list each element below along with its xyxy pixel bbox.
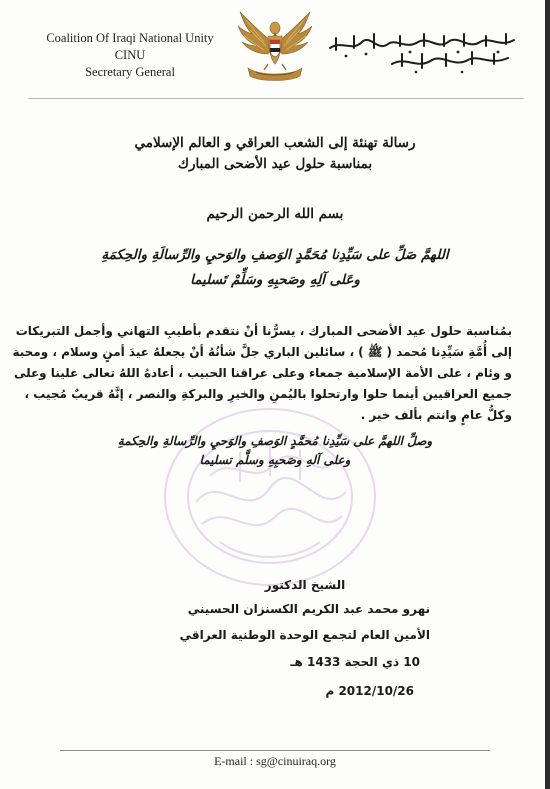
paragraph-line: جميع العراقيين أينما حلوا وارتحلوا باليُمنِ والخيرِ والبركةِ والنصر ، إنَّهُ قريبٌ مُجيب ، (24, 387, 512, 401)
eagle-emblem-icon (234, 6, 316, 90)
closing-blessing-line1: وصلِّ اللهمَّ على سَيِّدِنا مُحمَّدٍ الوَصفِ والوَحيِ والرِّسالةِ والحِكمةِ (117, 434, 433, 448)
footer-divider (60, 750, 490, 751)
signature-honorific: الشيخ الدكتور (264, 578, 346, 592)
closing-blessing-line2: وعلى آلهِ وصَحبِهِ وسلَّم تسليما (199, 453, 351, 467)
header-divider (28, 98, 524, 99)
org-abbrev: CINU (114, 48, 146, 62)
letter-title-line1: رسالة تهنئة إلى الشعب العراقي و العالم الإسلامي (134, 135, 416, 151)
org-title: Secretary General (85, 65, 175, 79)
signature-name: نهرو محمد عبد الكريم الكسنزان الحسيني (187, 602, 430, 616)
paragraph-line: إلى أُمَّةِ سَيِّدِنا مُحمد ( ﷺ ) ، سائلين الباري جلَّ شأنُهُ أنْ يجعلهُ عيدَ أمنٍ وسلام ، ومحبة (12, 345, 512, 359)
org-name-en: Coalition Of Iraqi National Unity (46, 31, 214, 45)
closing-blessing (40, 432, 510, 470)
signature-position: الأمين العام لتجمع الوحدة الوطنية العراقي (179, 628, 430, 642)
org-header-en (30, 30, 230, 81)
gregorian-date: 2012/10/26 م (325, 684, 414, 698)
letter-title-line2: بمناسبة حلول عيد الأضحى المبارك (177, 156, 373, 172)
opening-blessing-line2: وعَلى آلِهِ وصَحبِهِ وسَلِّمْ تَسليما (190, 272, 360, 288)
opening-blessing-line1: اللهمَّ صَلِّ على سَيِّدِنا مُحَمَّدٍ الوَصفِ والوَحيِ والرِّسالَةِ والحِكمَةِ (101, 247, 449, 263)
hijri-date: 10 ذي الحجة 1433 هـ (290, 655, 420, 669)
arabic-calligraphy-logo (322, 30, 522, 76)
congratulation-paragraph (12, 321, 512, 426)
paragraph-line: وكلُّ عامٍ وانتم بألف خير . (360, 408, 512, 422)
footer-email: E-mail : sg@cinuiraq.org (214, 754, 336, 768)
paragraph-line: بمُناسبة حلول عيد الأضحى المبارك ، يسرُّنا أنْ نتقدم بأطيبِ التهاني وأجمل التبريكات (15, 324, 512, 338)
basmala: بسم الله الرحمن الرحيم (206, 206, 344, 222)
signature-block (179, 578, 430, 698)
paragraph-line: و وئام ، على الأمة الإسلامية جمعاء وعلى عراقنا الحبيب ، أعادهُ اللهُ تعالى علينا وعلى (13, 366, 512, 380)
